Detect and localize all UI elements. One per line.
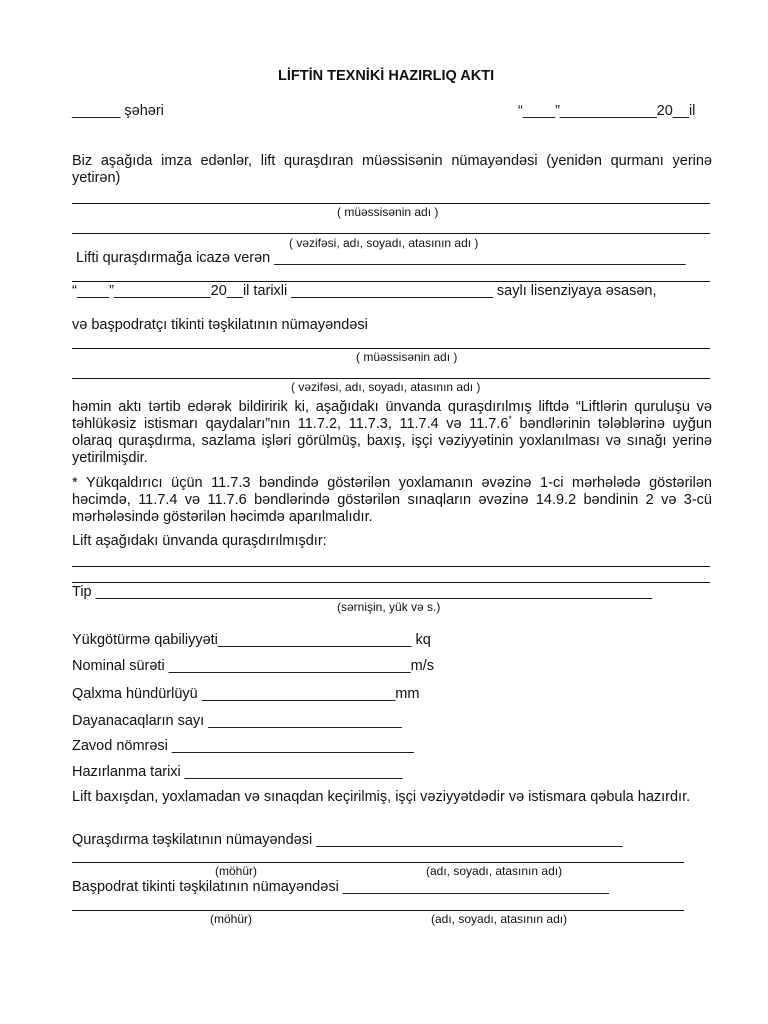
- installer-name-caption: (adı, soyadı, atasının adı): [426, 864, 563, 878]
- license-line: “____”____________20__il tarixli _________________________ saylı lisenziyaya əsasən,: [72, 283, 657, 299]
- org-name-rule-2: [72, 348, 710, 349]
- org-name-caption-1: ( müəssisənin adı ): [337, 205, 439, 219]
- person-rule-2: [72, 378, 710, 379]
- document-title: LİFTİN TEXNİKİ HAZIRLIQ AKTI: [278, 68, 495, 84]
- permit-extra-rule: [72, 281, 710, 282]
- permit-line: Lifti quraşdırmağa icazə verən ___________________________________________________: [76, 250, 686, 266]
- main-paragraph-text: həmin aktı tərtib edərək bildiririk ki, aşağıdakı ünvanda quraşdırılmış liftdə “Liftlərin quruluşu və təhlükəsiz istismarı qaydaları”nın 11.7.2, 11.7.3, 11.7.4 və 11.7.6: [72, 399, 712, 432]
- manufacture-date-field: Hazırlanma tarixi ___________________________: [72, 764, 403, 780]
- type-caption: (sərnişin, yük və s.): [337, 600, 441, 614]
- address-rule-2: [72, 582, 710, 583]
- org-name-rule-1: [72, 203, 710, 204]
- address-rule-1: [72, 566, 710, 567]
- contractor-signature-rule: [72, 910, 684, 911]
- org-name-caption-2: ( müəssisənin adı ): [356, 350, 458, 364]
- person-caption-1: ( vəzifəsi, adı, soyadı, atasının adı ): [289, 236, 479, 250]
- footnote-mark: *: [508, 414, 512, 425]
- contractor-name-caption: (adı, soyadı, atasının adı): [431, 912, 568, 926]
- person-rule-1: [72, 233, 710, 234]
- city-line: ______ şəhəri: [72, 103, 164, 119]
- type-line: Tip _____________________________________________________________________: [72, 584, 653, 600]
- address-intro: Lift aşağıdakı ünvanda quraşdırılmışdır:: [72, 533, 327, 549]
- person-caption-2: ( vəzifəsi, adı, soyadı, atasının adı ): [291, 380, 481, 394]
- contractor-intro: və başpodratçı tikinti təşkilatının nümayəndəsi: [72, 317, 368, 333]
- contractor-seal-caption: (möhür): [210, 912, 253, 926]
- installer-seal-caption: (möhür): [215, 864, 258, 878]
- footnote-paragraph: * Yükqaldırıcı üçün 11.7.3 bəndində göstərilən yoxlamanın əvəzinə 1-ci mərhələdə göstərilən həcimdə, 11.7.4 və 11.7.6 bəndlərində göstərilən sınaqların əvəzinə 14.9.2 bəndinin 2 və 3-cü mərhələsində göstərilən həcimdə aparılmalıdır.: [72, 475, 712, 525]
- installer-signature-line: Quraşdırma təşkilatının nümayəndəsi ______________________________________: [72, 832, 623, 848]
- installer-signature-rule: [72, 862, 684, 863]
- height-field: Qalxma hündürlüyü ________________________mm: [72, 686, 420, 702]
- intro-paragraph: Biz aşağıda imza edənlər, lift quraşdıran müəssisənin nümayəndəsi (yenidən qurmanı yerinə yetirən): [72, 153, 712, 186]
- main-paragraph: [72, 399, 712, 467]
- speed-field: Nominal sürəti ______________________________m/s: [72, 658, 434, 674]
- stops-field: Dayanacaqların sayı ________________________: [72, 713, 402, 729]
- conclusion-paragraph: Lift baxışdan, yoxlamadan və sınaqdan keçirilmiş, işçi vəziyyətdədir və istismara qəbula hazırdır.: [72, 789, 691, 805]
- date-line: “____”____________20__il: [518, 103, 696, 119]
- contractor-signature-line: Başpodrat tikinti təşkilatının nümayəndəsi _________________________________: [72, 879, 609, 895]
- capacity-field: Yükgötürmə qabiliyyəti________________________ kq: [72, 632, 431, 648]
- main-paragraph-end: bəndlərinin tələblərinə uyğun olaraq quraşdırma, sazlama işləri görülmüş, baxış, işçi vəziyyətinin yoxlanılması və sınağı yerinə yetirilmişdir.: [72, 416, 712, 466]
- serial-field: Zavod nömrəsi ______________________________: [72, 738, 414, 754]
